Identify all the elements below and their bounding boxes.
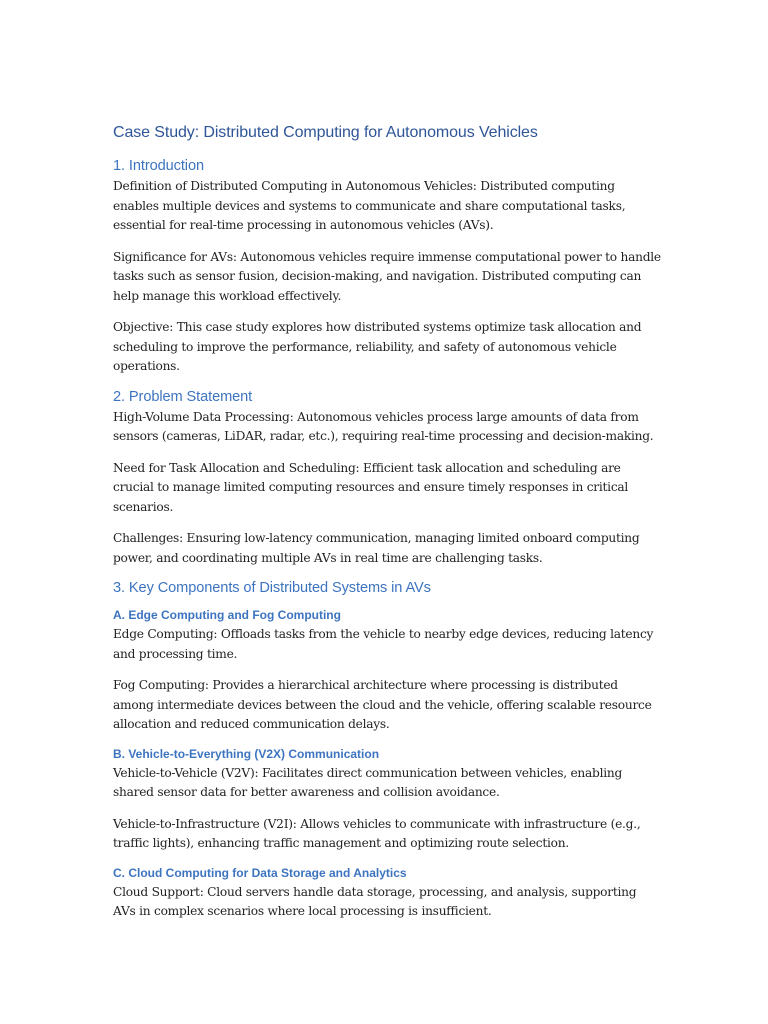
section-key-components (113, 580, 661, 922)
section-heading: 2. Problem Statement (113, 388, 253, 405)
subsection-heading: B. Vehicle-to-Everything (V2X) Communication (113, 746, 380, 761)
paragraph: Challenges: Ensuring low-latency communication, managing limited onboard computing power, and coordinating multiple AVs in real time are challenging tasks. (113, 531, 640, 565)
paragraph: Fog Computing: Provides a hierarchical architecture where processing is distributed among intermediate devices between the cloud and the vehicle, offering scalable resource allocation and reduced communication delays. (113, 678, 652, 731)
paragraph: Edge Computing: Offloads tasks from the vehicle to nearby edge devices, reducing latency and processing time. (113, 627, 654, 661)
paragraph: Cloud Support: Cloud servers handle data storage, processing, and analysis, supporting AVs in complex scenarios where local processing is insufficient. (113, 884, 637, 918)
section-heading: 1. Introduction (113, 158, 204, 174)
paragraph: Definition of Distributed Computing in Autonomous Vehicles: Distributed computing enables multiple devices and systems to communicate and share computational tasks, essential for real-time processing in autonomous vehicles (AVs). (113, 179, 626, 232)
paragraph: Need for Task Allocation and Scheduling: Efficient task allocation and scheduling are crucial to manage limited computing resources and ensure timely responses in critical scenarios. (113, 460, 629, 514)
paragraph: High-Volume Data Processing: Autonomous vehicles process large amounts of data from sensors (cameras, LiDAR, radar, etc.), requiring real-time processing and decision-making. (113, 409, 654, 443)
paragraph: Vehicle-to-Vehicle (V2V): Facilitates direct communication between vehicles, enabling shared sensor data for better awareness and collision avoidance. (113, 765, 623, 799)
paragraph: Significance for AVs: Autonomous vehicles require immense computational power to handle tasks such as sensor fusion, decision-making, and navigation. Distributed computing can help manage this workload effectively. (113, 249, 661, 303)
subsection-heading: C. Cloud Computing for Data Storage and Analytics (113, 865, 407, 880)
paragraph: Vehicle-to-Infrastructure (V2I): Allows vehicles to communicate with infrastructure (e.g., traffic lights), enhancing traffic management and optimizing route selection. (113, 816, 641, 850)
section-problem-statement (113, 389, 661, 569)
document-page (113, 124, 661, 934)
subsection-heading: A. Edge Computing and Fog Computing (113, 608, 341, 622)
document-title: Case Study: Distributed Computing for Autonomous Vehicles (113, 124, 538, 141)
paragraph: Objective: This case study explores how distributed systems optimize task allocation and scheduling to improve the performance, reliability, and safety of autonomous vehicle operations. (113, 320, 642, 373)
section-introduction (113, 158, 661, 377)
section-heading: 3. Key Components of Distributed Systems in AVs (113, 580, 431, 596)
